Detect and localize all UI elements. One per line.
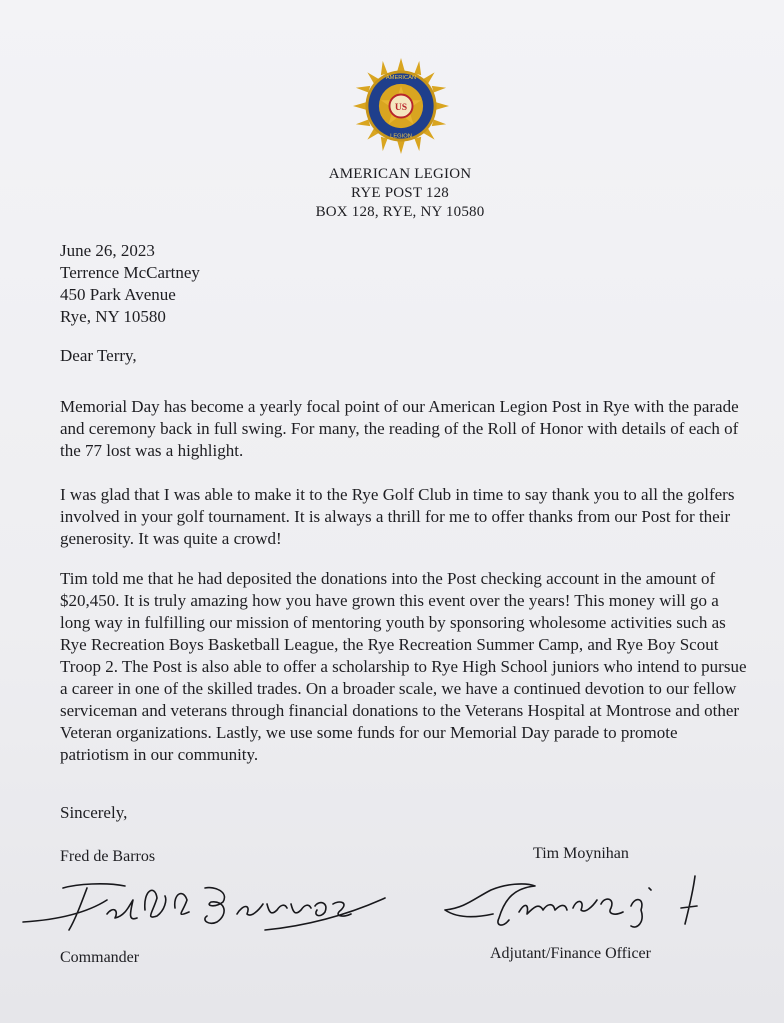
letterhead [250, 165, 550, 222]
signer-name-adjutant: Tim Moynihan [533, 845, 629, 862]
post-name: RYE POST 128 [351, 185, 449, 201]
org-name: AMERICAN LEGION [328, 166, 472, 182]
signer-title-commander: Commander [60, 949, 140, 966]
recipient-block [60, 240, 200, 328]
signature-fred-de-barros [15, 870, 395, 940]
body-paragraph: Tim told me that he had deposited the donations into the Post checking account in the amount of $20,450. It is truly amazing how you have grown this event over the years! This money will go a long way in fulfilling our mission of mentoring youth by sponsoring wholesome activities such as Rye Recreation Boys Basketball League, the Rye Recreation Summer Camp, and Rye Boy Scout Troop 2. The Post is also able to offer a scholarship to Rye High School juniors who intend to pursue a career in one of the skilled trades. On a broader scale, we have a continued devotion to our fellow serviceman and veterans through financial donations to the Veterans Hospital at Montrose and other Veteran organizations. Lastly, we use some funds for our Memorial Day parade to promote patriotism in our community. [60, 569, 747, 764]
recipient-street: 450 Park Avenue [60, 285, 176, 304]
signer-name-commander: Fred de Barros [60, 848, 156, 865]
svg-text:US: US [394, 101, 408, 113]
american-legion-emblem-icon [353, 58, 449, 154]
body-paragraph: Memorial Day has become a yearly focal point of our American Legion Post in Rye with the parade and ceremony back in full swing. For many, the reading of the Roll of Honor with details of each of the 77 lost was a highlight. [60, 397, 739, 460]
signature-tim-moynihan [435, 868, 735, 934]
svg-text:LEGION: LEGION [390, 133, 412, 140]
post-address: BOX 128, RYE, NY 10580 [315, 204, 485, 220]
recipient-name: Terrence McCartney [60, 263, 200, 282]
letter-date: June 26, 2023 [60, 241, 155, 260]
recipient-city: Rye, NY 10580 [60, 307, 166, 326]
svg-text:AMERICAN: AMERICAN [385, 75, 417, 82]
body-paragraph: I was glad that I was able to make it to the Rye Golf Club in time to say thank you to all the golfers involved in your golf tournament. It is always a thrill for me to offer thanks from our Post for their generosity. It was quite a crowd! [60, 485, 735, 548]
salutation: Dear Terry, [60, 346, 137, 365]
signer-title-adjutant: Adjutant/Finance Officer [490, 945, 651, 962]
closing: Sincerely, [60, 803, 128, 822]
